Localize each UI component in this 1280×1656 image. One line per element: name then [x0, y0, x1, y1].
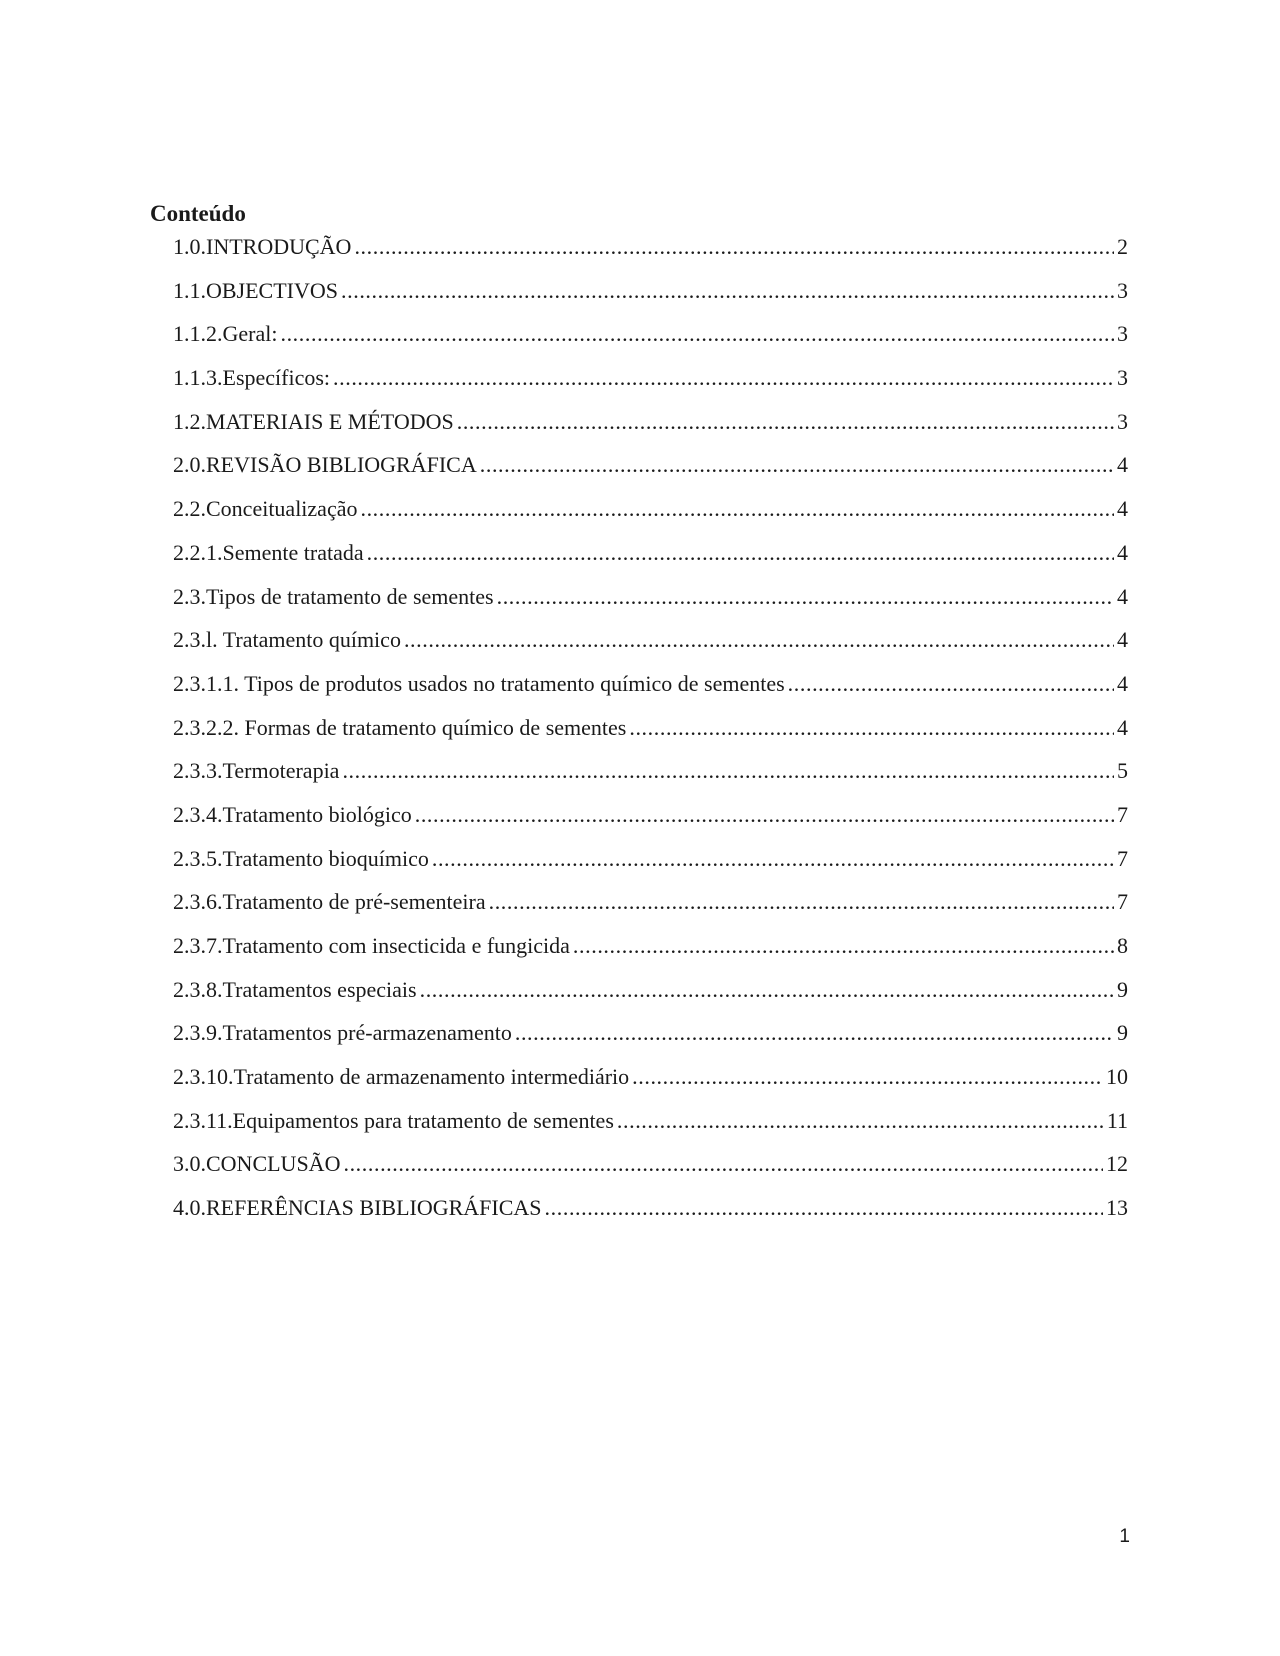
toc-entry-page: 7: [1117, 845, 1128, 871]
toc-entry[interactable]: [173, 1150, 1128, 1194]
toc-dot-leader: [360, 495, 1114, 523]
toc-entry-title: 2.3.5.Tratamento bioquímico: [173, 845, 429, 871]
toc-dot-leader: [420, 976, 1114, 1004]
toc-entry-title: 2.3.l. Tratamento químico: [173, 627, 401, 653]
toc-dot-leader: [343, 1150, 1103, 1178]
toc-entry[interactable]: [173, 626, 1128, 670]
toc-entry-page: 10: [1106, 1064, 1128, 1090]
toc-dot-leader: [617, 1107, 1104, 1135]
toc-entry-page: 4: [1117, 583, 1128, 609]
toc-dot-leader: [489, 888, 1114, 916]
toc-entry-title: 3.0.CONCLUSÃO: [173, 1151, 341, 1177]
toc-dot-leader: [515, 1019, 1114, 1047]
toc-entry[interactable]: [173, 1107, 1128, 1151]
toc-dot-leader: [788, 670, 1114, 698]
toc-entry-page: 9: [1117, 976, 1128, 1002]
toc-dot-leader: [497, 583, 1114, 611]
page-number: 1: [1119, 1526, 1130, 1547]
toc-entry-title: 2.3.8.Tratamentos especiais: [173, 976, 417, 1002]
toc-dot-leader: [354, 233, 1114, 261]
toc-entry-title: 2.3.11.Equipamentos para tratamento de sementes: [173, 1107, 614, 1133]
toc-entry-page: 4: [1117, 539, 1128, 565]
toc-entry[interactable]: [173, 277, 1128, 321]
toc-entry[interactable]: [173, 1019, 1128, 1063]
toc-dot-leader: [280, 320, 1114, 348]
toc-entry[interactable]: [173, 1063, 1128, 1107]
toc-entry-title: 2.3.4.Tratamento biológico: [173, 801, 412, 827]
toc-entry-page: 4: [1117, 627, 1128, 653]
toc-dot-leader: [432, 845, 1114, 873]
toc-entry-page: 7: [1117, 889, 1128, 915]
toc-entry[interactable]: [173, 539, 1128, 583]
toc-dot-leader: [573, 932, 1114, 960]
toc-dot-leader: [342, 757, 1114, 785]
toc-dot-leader: [545, 1194, 1103, 1222]
toc-entry-page: 4: [1117, 714, 1128, 740]
toc-dot-leader: [333, 364, 1114, 392]
toc-entry[interactable]: [173, 451, 1128, 495]
toc-entry-page: 3: [1117, 408, 1128, 434]
toc-entry-page: 13: [1106, 1195, 1128, 1221]
toc-entry[interactable]: [173, 757, 1128, 801]
toc-dot-leader: [632, 1063, 1103, 1091]
toc-entry-page: 11: [1106, 1107, 1128, 1133]
toc-dot-leader: [480, 451, 1114, 479]
toc-entry-title: 1.2.MATERIAIS E MÉTODOS: [173, 408, 454, 434]
toc-entry-page: 7: [1117, 801, 1128, 827]
toc-entry-title: 2.2.1.Semente tratada: [173, 539, 364, 565]
toc-entry[interactable]: [173, 320, 1128, 364]
toc-entry-page: 9: [1117, 1020, 1128, 1046]
toc-entry[interactable]: [173, 583, 1128, 627]
toc-entry[interactable]: [173, 714, 1128, 758]
toc-entry-page: 8: [1117, 933, 1128, 958]
toc-entry-title: 1.1.3.Específicos:: [173, 365, 331, 391]
toc-entry-title: 2.3.6.Tratamento de pré-sementeira: [173, 889, 486, 915]
toc-entry-title: 2.3.3.Termoterapia: [173, 758, 340, 784]
toc-dot-leader: [341, 277, 1114, 305]
toc-entry[interactable]: [173, 364, 1128, 408]
toc-entry[interactable]: [173, 888, 1128, 932]
toc-entry[interactable]: [173, 1194, 1128, 1238]
toc-entry[interactable]: [173, 801, 1128, 845]
toc-entry-title: 2.3.Tipos de tratamento de sementes: [173, 583, 494, 609]
toc-entry[interactable]: [173, 845, 1128, 889]
toc-entry[interactable]: [173, 670, 1128, 714]
toc-entry[interactable]: [173, 233, 1128, 277]
toc-entry-title: 1.1.2.Geral:: [173, 321, 278, 347]
toc-entry-page: 5: [1117, 758, 1128, 784]
toc-entry-title: 4.0.REFERÊNCIAS BIBLIOGRÁFICAS: [173, 1195, 542, 1221]
toc-entry-title: 1.1.OBJECTIVOS: [173, 277, 339, 303]
toc-entry-title: 2.2.Conceitualização: [173, 496, 358, 522]
toc-entry[interactable]: [173, 932, 1128, 976]
toc-entry-page: 4: [1117, 496, 1128, 522]
toc-list: [173, 233, 1128, 1238]
toc-entry-title: 2.3.1.1. Tipos de produtos usados no tratamento químico de sementes: [173, 670, 785, 696]
toc-entry-title: 2.3.2.2. Formas de tratamento químico de sementes: [173, 714, 627, 740]
toc-entry-title: 2.0.REVISÃO BIBLIOGRÁFICA: [173, 452, 477, 478]
toc-entry-page: 12: [1106, 1151, 1128, 1177]
toc-entry-page: 2: [1117, 234, 1128, 259]
toc-entry-title: 2.3.10.Tratamento de armazenamento intermediário: [173, 1064, 630, 1090]
toc-entry[interactable]: [173, 408, 1128, 452]
toc-heading: Conteúdo: [150, 201, 246, 226]
toc-dot-leader: [404, 626, 1114, 654]
toc-entry-title: 2.3.7.Tratamento com insecticida e fungicida: [173, 933, 570, 958]
toc-entry-page: 4: [1117, 452, 1128, 478]
toc-entry-title: 2.3.9.Tratamentos pré-armazenamento: [173, 1020, 512, 1046]
toc-dot-leader: [367, 539, 1114, 567]
toc-entry-page: 3: [1117, 365, 1128, 391]
toc-dot-leader: [629, 714, 1114, 742]
toc-entry-page: 4: [1117, 670, 1128, 696]
toc-entry-page: 3: [1117, 321, 1128, 347]
toc-dot-leader: [457, 408, 1114, 436]
toc-entry-title: 1.0.INTRODUÇÃO: [173, 234, 352, 259]
toc-dot-leader: [415, 801, 1114, 829]
toc-entry-page: 3: [1117, 277, 1128, 303]
toc-entry[interactable]: [173, 976, 1128, 1020]
toc-entry[interactable]: [173, 495, 1128, 539]
